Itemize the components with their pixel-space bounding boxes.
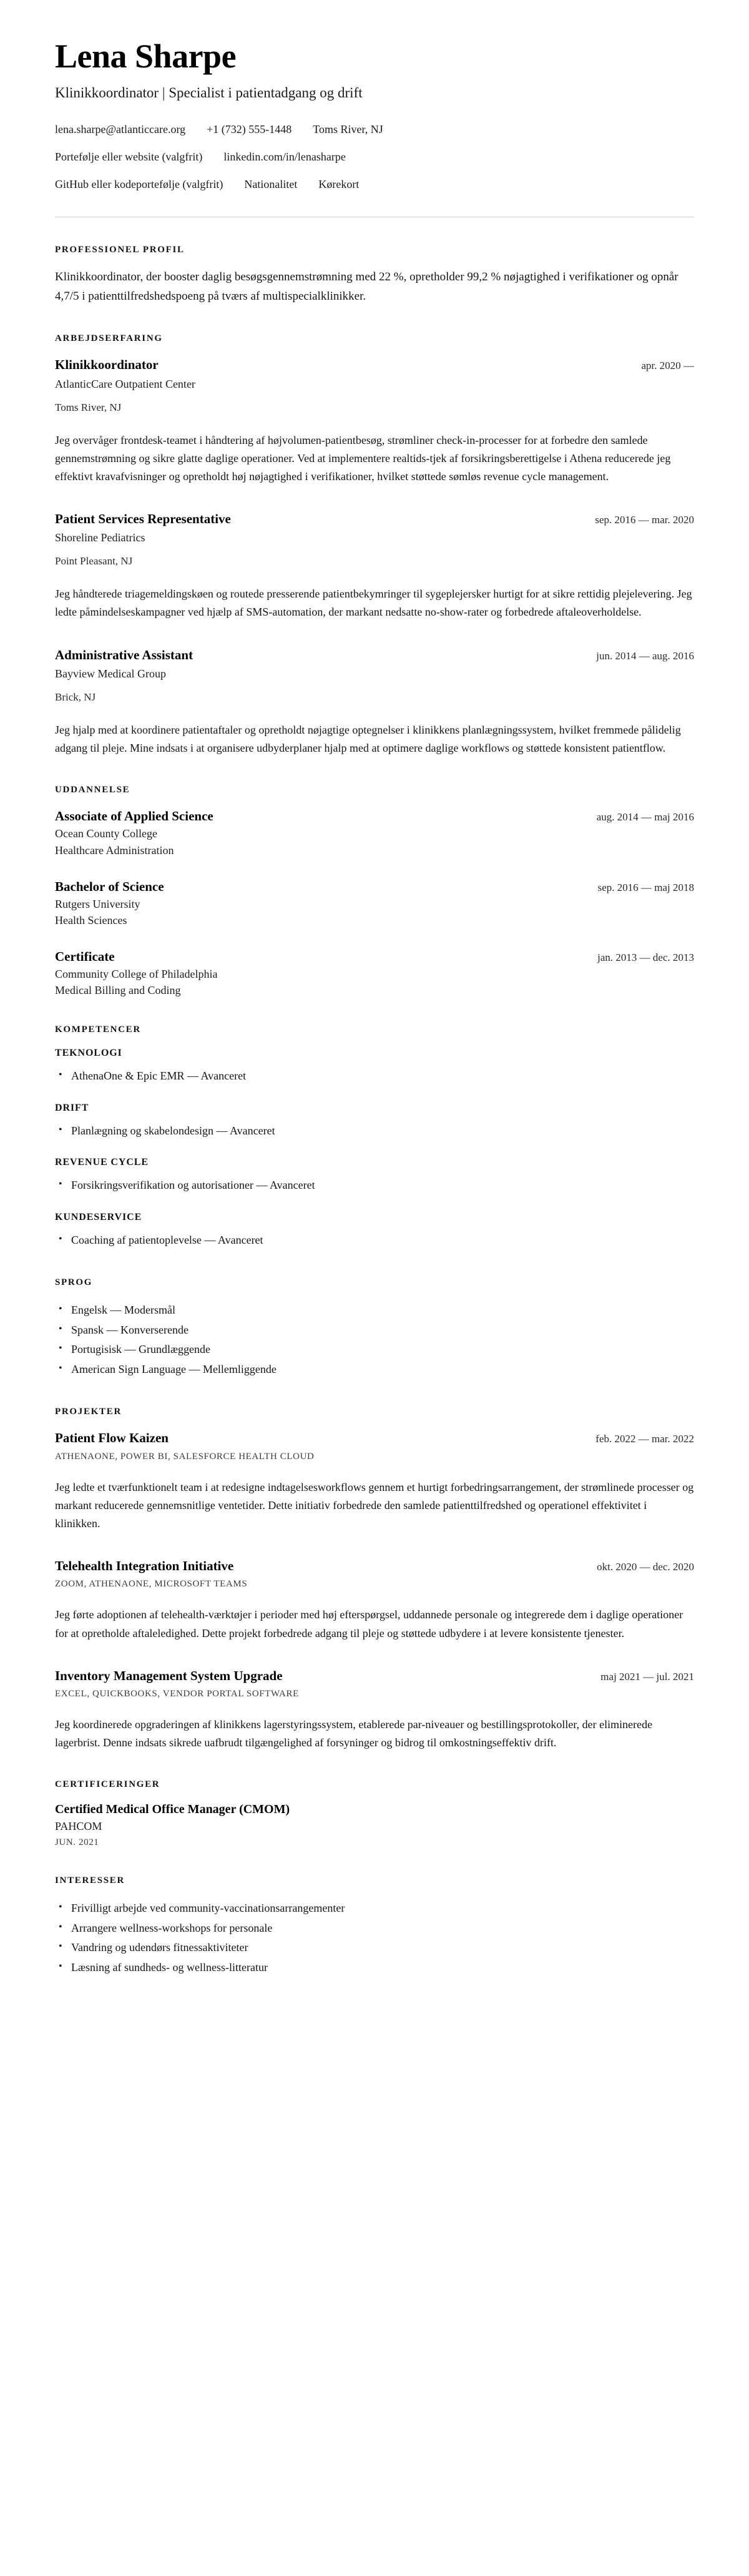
skill-item: • AthenaOne & Epic EMR — Avanceret: [71, 1066, 694, 1086]
experience-description: Jeg hjalp med at koordinere patientaftaler og opretholdt nøjagtige optegnelser i klinikkens planlægningssystem, hvilket fremmede pålidelig adgang til pleje. Mine indsats i at organisere udbyderplaner hjalp med at optimere daglige workflows og støttede konsistent patientflow.: [55, 723, 681, 754]
education-field: Health Sciences: [55, 913, 127, 927]
project-tools: ZOOM, ATHENAONE, MICROSOFT TEAMS: [55, 1579, 248, 1590]
project-item-head: [55, 1430, 694, 1446]
skill-item: • Coaching af patientoplevelse — Avanceret: [71, 1231, 694, 1251]
project-date: maj 2021 — jul. 2021: [600, 1670, 694, 1683]
contact-line-primary: [55, 121, 694, 138]
experience-location: Point Pleasant, NJ: [55, 555, 133, 568]
section-projects: [55, 1407, 694, 1752]
section-experience: [55, 333, 694, 757]
experience-company: Shoreline Pediatrics: [55, 531, 145, 544]
experience-company: Bayview Medical Group: [55, 667, 166, 680]
candidate-name: Lena Sharpe: [55, 37, 237, 75]
education-school: Rutgers University: [55, 897, 140, 910]
experience-location: Toms River, NJ: [55, 401, 122, 413]
project-tools: ATHENAONE, POWER BI, SALESFORCE HEALTH CLOUD: [55, 1451, 315, 1462]
project-description: Jeg ledte et tværfunktionelt team i at redesigne indtagelsesworkflows gennem et hurtigt forbedringsarrangement, der strømlinede processer og markant reducerede gennemsnitlige ventetider. Dette initiativ forbedrede den samlede patienttilfredshed og operationel effektivitet i klinikken.: [55, 1480, 694, 1530]
education-field: Healthcare Administration: [55, 843, 174, 857]
project-name: Patient Flow Kaizen: [55, 1430, 169, 1446]
project-date: feb. 2022 — mar. 2022: [595, 1433, 694, 1445]
education-item: [55, 948, 694, 997]
experience-item: [55, 511, 694, 622]
skill-list: [55, 1121, 694, 1141]
experience-item: [55, 356, 694, 486]
drivers-license-text: Kørekort: [318, 177, 360, 190]
interest-item: • Læsning af sundheds- og wellness-litteratur: [71, 1958, 694, 1978]
section-title-education: UDDANNELSE: [55, 785, 130, 795]
skill-group: [55, 1048, 694, 1086]
project-item: [55, 1668, 694, 1753]
resume-header: [55, 39, 694, 217]
section-education: [55, 785, 694, 997]
section-title-projects: PROJEKTER: [55, 1407, 122, 1417]
email-text[interactable]: lena.sharpe@atlanticcare.org: [55, 122, 186, 135]
certification-date: JUN. 2021: [55, 1837, 99, 1848]
skill-group: [55, 1103, 694, 1141]
skill-group-title: TEKNOLOGI: [55, 1048, 122, 1059]
project-description: Jeg koordinerede opgraderingen af klinikkens lagerstyringssystem, etablerede par-niveauer og bestillingsprotokoller, der eliminerede lagerbrist. Denne indsats sikrede uafbrudt tilgængelighed af forsyninger og bidrog til omkostningseffektiv drift.: [55, 1718, 653, 1749]
language-item: • American Sign Language — Mellemliggende: [71, 1360, 694, 1380]
education-item-head: [55, 878, 694, 895]
skill-list: [55, 1066, 694, 1086]
project-item-head: [55, 1668, 694, 1684]
interest-item: • Vandring og udendørs fitnessaktiviteter: [71, 1938, 694, 1958]
experience-location: Brick, NJ: [55, 691, 96, 703]
education-field: Medical Billing and Coding: [55, 984, 181, 997]
skill-group-title: REVENUE CYCLE: [55, 1157, 149, 1168]
project-name: Telehealth Integration Initiative: [55, 1558, 234, 1574]
phone-text[interactable]: +1 (732) 555-1448: [207, 122, 292, 135]
skill-group: [55, 1212, 694, 1251]
experience-item-head: [55, 511, 694, 527]
language-item: • Engelsk — Modersmål: [71, 1300, 694, 1320]
skill-list: [55, 1176, 694, 1196]
contact-line-secondary: [55, 149, 694, 165]
section-title-languages: SPROG: [55, 1277, 93, 1288]
education-item-head: [55, 948, 694, 965]
experience-date: sep. 2016 — mar. 2020: [595, 513, 694, 526]
section-title-summary: PROFESSIONEL PROFIL: [55, 244, 185, 255]
nationality-text: Nationalitet: [244, 177, 298, 190]
experience-role: Administrative Assistant: [55, 647, 193, 662]
experience-role: Patient Services Representative: [55, 511, 231, 526]
skill-item: • Forsikringsverifikation og autorisationer — Avanceret: [71, 1176, 694, 1196]
experience-item-head: [55, 647, 694, 663]
section-certifications: [55, 1779, 694, 1848]
project-description: Jeg førte adoptionen af telehealth-værktøjer i perioder med høj efterspørgsel, uddannede personale og integrerede dem i daglige operationer for at opretholde aftaleledighed. Dette projekt forbedrede adgang til pleje og støttede udbydere i at levere konsistente tjenester.: [55, 1608, 683, 1639]
candidate-headline: Klinikkoordinator | Specialist i patientadgang og drift: [55, 84, 363, 101]
experience-date: apr. 2020 —: [641, 360, 694, 372]
education-date: jan. 2013 — dec. 2013: [597, 951, 694, 963]
education-degree: Associate of Applied Science: [55, 809, 213, 824]
education-school: Community College of Philadelphia: [55, 968, 218, 981]
experience-item-head: [55, 356, 694, 373]
education-item: [55, 878, 694, 927]
interest-item: • Arrangere wellness-workshops for personale: [71, 1919, 694, 1939]
education-item-head: [55, 808, 694, 824]
section-summary: [55, 245, 694, 307]
skill-list: [55, 1231, 694, 1251]
project-item: [55, 1430, 694, 1533]
experience-description: Jeg håndterede triagemeldingskøen og routede presserende patientbekymringer til sygeplejersker hurtigt for at sikre rettidig plejelevering. Jeg ledte påmindelseskampagner ved hjælp af SMS-automation, der markant nedsatte no-show-rater og forbedrede aftaleoverholdelse.: [55, 587, 692, 619]
education-degree: Bachelor of Science: [55, 878, 164, 894]
project-item-head: [55, 1558, 694, 1574]
language-item: • Spansk — Konverserende: [71, 1320, 694, 1340]
section-title-interests: INTERESSER: [55, 1875, 125, 1886]
certification-name: Certified Medical Office Manager (CMOM): [55, 1802, 290, 1817]
project-name: Inventory Management System Upgrade: [55, 1668, 283, 1683]
portfolio-text[interactable]: Portefølje eller website (valgfrit): [55, 150, 203, 163]
language-item: • Portugisisk — Grundlæggende: [71, 1340, 694, 1360]
section-title-certifications: CERTIFICERINGER: [55, 1779, 160, 1790]
certification-item: [55, 1802, 694, 1848]
experience-date: jun. 2014 — aug. 2016: [596, 649, 694, 662]
skill-item: • Planlægning og skabelondesign — Avanceret: [71, 1121, 694, 1141]
education-school: Ocean County College: [55, 827, 157, 840]
experience-role: Klinikkoordinator: [55, 357, 159, 373]
experience-company: AtlanticCare Outpatient Center: [55, 377, 195, 390]
skill-group-title: DRIFT: [55, 1102, 89, 1113]
project-tools: EXCEL, QUICKBOOKS, VENDOR PORTAL SOFTWARE: [55, 1688, 299, 1699]
experience-item: [55, 647, 694, 758]
summary-text: Klinikkoordinator, der booster daglig besøgsgennemstrømning med 22 %, opretholder 99,2 % nøjagtighed i verifikationer og opnår 4,7/5 i patienttilfredshedspoeng på tværs af multispecialklinikker.: [55, 270, 678, 303]
linkedin-text[interactable]: linkedin.com/in/lenasharpe: [223, 150, 346, 163]
section-interests: [55, 1875, 694, 1977]
education-date: aug. 2014 — maj 2016: [596, 811, 694, 823]
certification-issuer: PAHCOM: [55, 1820, 102, 1833]
interest-item: • Frivilligt arbejde ved community-vaccinationsarrangementer: [71, 1899, 694, 1919]
skill-group-title: KUNDESERVICE: [55, 1211, 142, 1222]
section-languages: [55, 1277, 694, 1379]
section-title-skills: KOMPETENCER: [55, 1025, 141, 1035]
experience-description: Jeg overvåger frontdesk-teamet i håndtering af højvolumen-patientbesøg, strømliner check-in-processer for at forbedre den samlede gennemstrømning og sikre glatte daglige operationer. Ved at implementere realtids-tjek af forsikringsberettigelse i Athena reducerede jeg effektivt kravafvisninger og opretholdt høj nøjagtighed i verifikationer, hvilket støttede sømløs revenue cycle management.: [55, 433, 671, 483]
education-date: sep. 2016 — maj 2018: [597, 881, 694, 893]
contact-line-tertiary: [55, 176, 694, 193]
section-skills: [55, 1025, 694, 1250]
interest-list: [55, 1899, 694, 1977]
education-degree: Certificate: [55, 948, 115, 964]
language-list: [55, 1300, 694, 1379]
github-text[interactable]: GitHub eller kodeportefølje (valgfrit): [55, 177, 223, 190]
education-item: [55, 808, 694, 857]
location-text: Toms River, NJ: [313, 122, 383, 135]
project-date: okt. 2020 — dec. 2020: [597, 1561, 694, 1573]
section-title-experience: ARBEJDSERFARING: [55, 333, 163, 344]
skill-group: [55, 1157, 694, 1196]
project-item: [55, 1558, 694, 1643]
